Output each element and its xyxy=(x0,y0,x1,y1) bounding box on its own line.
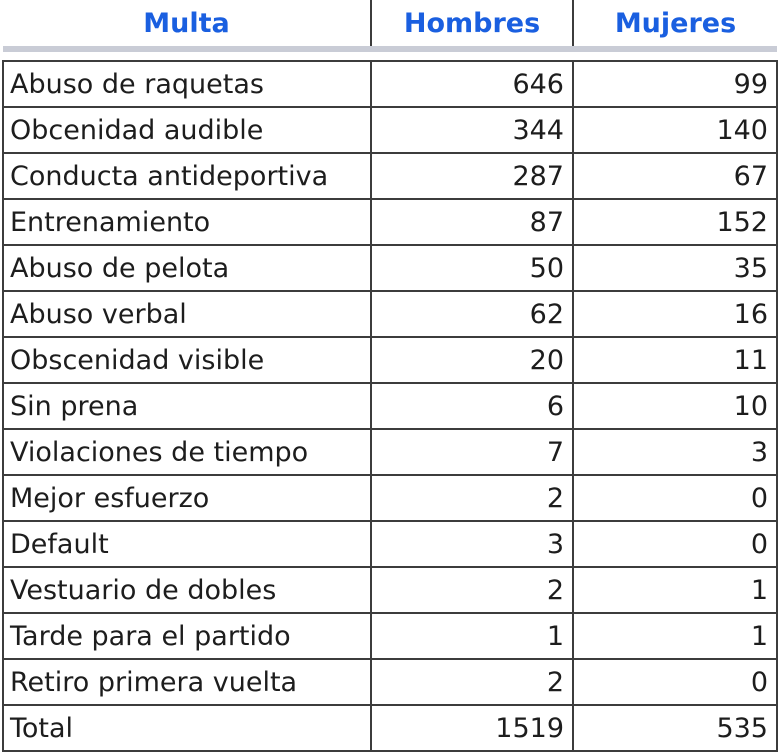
cell-hombres: 6 xyxy=(371,383,573,429)
cell-multa: Abuso de pelota xyxy=(3,245,371,291)
cell-hombres: 646 xyxy=(371,61,573,107)
cell-mujeres: 16 xyxy=(573,291,777,337)
cell-multa: Conducta antideportiva xyxy=(3,153,371,199)
cell-hombres: 1 xyxy=(371,613,573,659)
column-header-multa[interactable]: Multa xyxy=(3,0,371,49)
cell-hombres: 87 xyxy=(371,199,573,245)
cell-hombres: 50 xyxy=(371,245,573,291)
cell-mujeres: 0 xyxy=(573,521,777,567)
cell-mujeres: 0 xyxy=(573,659,777,705)
cell-hombres: 2 xyxy=(371,659,573,705)
column-header-mujeres[interactable]: Mujeres xyxy=(573,0,777,49)
cell-mujeres: 67 xyxy=(573,153,777,199)
column-header-hombres[interactable]: Hombres xyxy=(371,0,573,49)
cell-hombres: 344 xyxy=(371,107,573,153)
penalties-table-container xyxy=(2,0,776,752)
cell-multa: Abuso de raquetas xyxy=(3,61,371,107)
cell-multa: Tarde para el partido xyxy=(3,613,371,659)
cell-hombres: 20 xyxy=(371,337,573,383)
cell-hombres: 2 xyxy=(371,567,573,613)
table-row xyxy=(3,245,777,291)
table-row xyxy=(3,291,777,337)
cell-multa: Mejor esfuerzo xyxy=(3,475,371,521)
cell-mujeres: 0 xyxy=(573,475,777,521)
cell-multa: Obscenidad visible xyxy=(3,337,371,383)
table-row xyxy=(3,659,777,705)
cell-mujeres: 1 xyxy=(573,567,777,613)
cell-multa: Total xyxy=(3,705,371,751)
cell-mujeres: 35 xyxy=(573,245,777,291)
cell-multa: Default xyxy=(3,521,371,567)
cell-multa: Entrenamiento xyxy=(3,199,371,245)
header-gap xyxy=(3,49,777,61)
table-row xyxy=(3,383,777,429)
table-header xyxy=(3,0,777,49)
penalties-table xyxy=(2,0,778,752)
cell-hombres: 2 xyxy=(371,475,573,521)
cell-multa: Abuso verbal xyxy=(3,291,371,337)
table-row xyxy=(3,153,777,199)
table-body xyxy=(3,49,777,751)
table-row xyxy=(3,475,777,521)
cell-mujeres: 3 xyxy=(573,429,777,475)
cell-mujeres: 140 xyxy=(573,107,777,153)
cell-multa: Vestuario de dobles xyxy=(3,567,371,613)
cell-hombres: 7 xyxy=(371,429,573,475)
table-row xyxy=(3,337,777,383)
cell-hombres: 3 xyxy=(371,521,573,567)
cell-multa: Retiro primera vuelta xyxy=(3,659,371,705)
cell-hombres: 62 xyxy=(371,291,573,337)
table-row xyxy=(3,61,777,107)
table-row xyxy=(3,199,777,245)
cell-mujeres: 1 xyxy=(573,613,777,659)
cell-multa: Violaciones de tiempo xyxy=(3,429,371,475)
cell-mujeres: 10 xyxy=(573,383,777,429)
table-row xyxy=(3,613,777,659)
cell-multa: Sin prena xyxy=(3,383,371,429)
header-gap-cell xyxy=(3,49,777,61)
cell-hombres: 287 xyxy=(371,153,573,199)
cell-multa: Obcenidad audible xyxy=(3,107,371,153)
cell-mujeres: 99 xyxy=(573,61,777,107)
table-row xyxy=(3,429,777,475)
table-row xyxy=(3,705,777,751)
table-row xyxy=(3,521,777,567)
table-row xyxy=(3,567,777,613)
cell-mujeres: 11 xyxy=(573,337,777,383)
cell-mujeres: 152 xyxy=(573,199,777,245)
header-row xyxy=(3,0,777,49)
cell-mujeres: 535 xyxy=(573,705,777,751)
cell-hombres: 1519 xyxy=(371,705,573,751)
table-row xyxy=(3,107,777,153)
